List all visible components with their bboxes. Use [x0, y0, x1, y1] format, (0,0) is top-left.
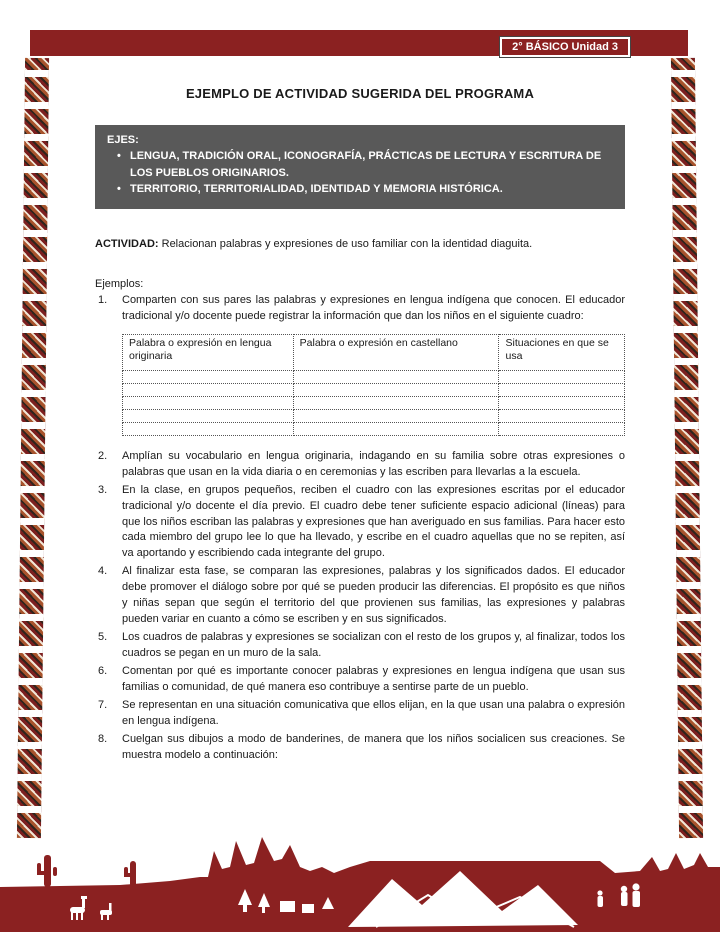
cactus-silhouette	[37, 855, 136, 887]
activity-description: Relacionan palabras y expresiones de uso familiar con la identidad diaguita.	[161, 237, 533, 250]
activity-steps-list	[95, 293, 625, 764]
table-header-row	[123, 334, 625, 370]
examples-heading: Ejemplos:	[95, 277, 144, 290]
list-item	[95, 630, 625, 662]
activity-line	[95, 237, 625, 252]
list-item	[95, 664, 625, 696]
list-item	[95, 293, 625, 436]
table-row	[123, 422, 625, 435]
step-text: Los cuadros de palabras y expresiones se socializan con el resto de los grupos y, al finalizar, todos los cuadros se pegan en un muro de la sala.	[122, 631, 625, 660]
document-content	[95, 86, 625, 766]
table-row	[123, 396, 625, 409]
word-expression-table	[122, 334, 625, 436]
activity-label: ACTIVIDAD:	[95, 237, 159, 250]
table-row	[123, 370, 625, 383]
page-title: EJEMPLO DE ACTIVIDAD SUGERIDA DEL PROGRAMA	[185, 86, 535, 101]
step-text: Al finalizar esta fase, se comparan las expresiones, palabras y los significados dados. El educador debe promover el diálogo sobre por qué se pueden producir las diferencias. El propósito es que niños y niñas sepan que según el territorio del que provienen sus familias, las expresiones y palabras pueden variar en cuanto a cómo se escriben y en sus significados.	[122, 565, 625, 626]
list-item	[95, 449, 625, 481]
table-row	[123, 383, 625, 396]
step-text: Comparten con sus pares las palabras y expresiones en lengua indígena que conocen. El educador tradicional y/o docente puede registrar la información que dan los niños en el siguiente cuadro:	[122, 293, 625, 322]
right-border-pattern	[671, 58, 703, 838]
ejes-box	[95, 125, 625, 209]
list-item	[95, 732, 625, 764]
step-text: Amplían su vocabulario en lengua originaria, indagando en su familia sobre otras expresiones o palabras que usan en la vida diaria o en ceremonias y las escriben para llevarlas a la escuela.	[122, 449, 625, 478]
list-item	[95, 698, 625, 730]
footer-illustration	[0, 827, 720, 932]
step-text: Se representan en una situación comunicativa que ellos elijan, en la que usan una palabra o expresión en lengua indígena.	[122, 698, 625, 727]
table-header-cell: Situaciones en que se usa	[499, 334, 625, 370]
step-text: Cuelgan sus dibujos a modo de banderines, de manera que los niños socialicen sus creaciones. Se muestra modelo a continuación:	[122, 732, 625, 761]
list-item	[95, 483, 625, 563]
unit-badge: 2° BÁSICO Unidad 3	[500, 37, 630, 57]
list-item	[95, 564, 625, 628]
ejes-heading: EJES:	[107, 134, 139, 146]
ejes-item: • TERRITORIO, TERRITORIALIDAD, IDENTIDAD Y MEMORIA HISTÓRICA.	[115, 181, 611, 198]
step-text: Comentan por qué es importante conocer palabras y expresiones en lengua indígena que usan sus familias o comunidad, de qué manera eso contribuye a sentirse parte de un pueblo.	[122, 664, 625, 693]
table-row	[123, 409, 625, 422]
table-header-cell: Palabra o expresión en castellano	[293, 334, 499, 370]
ejes-item: • LENGUA, TRADICIÓN ORAL, ICONOGRAFÍA, PRÁCTICAS DE LECTURA Y ESCRITURA DE LOS PUEBLOS ORIGINARIOS.	[115, 148, 611, 181]
left-border-pattern	[17, 58, 49, 838]
step-text: En la clase, en grupos pequeños, reciben el cuadro con las expresiones escritas por el educador tradicional y/o docente el día previo. El cuadro debe tener suficiente espacio adicional (líneas) para que los niños escriban las palabras y expresiones que han averiguado en sus familias. Para hacer esto cada miembro del grupo lee lo que ha llevado, y escribe en el cuadro aquellas que no se repiten, así va aportando y escribiendo cada integrante del grupo.	[122, 483, 625, 560]
table-header-cell: Palabra o expresión en lengua originaria	[123, 334, 294, 370]
ejes-list	[115, 148, 611, 198]
